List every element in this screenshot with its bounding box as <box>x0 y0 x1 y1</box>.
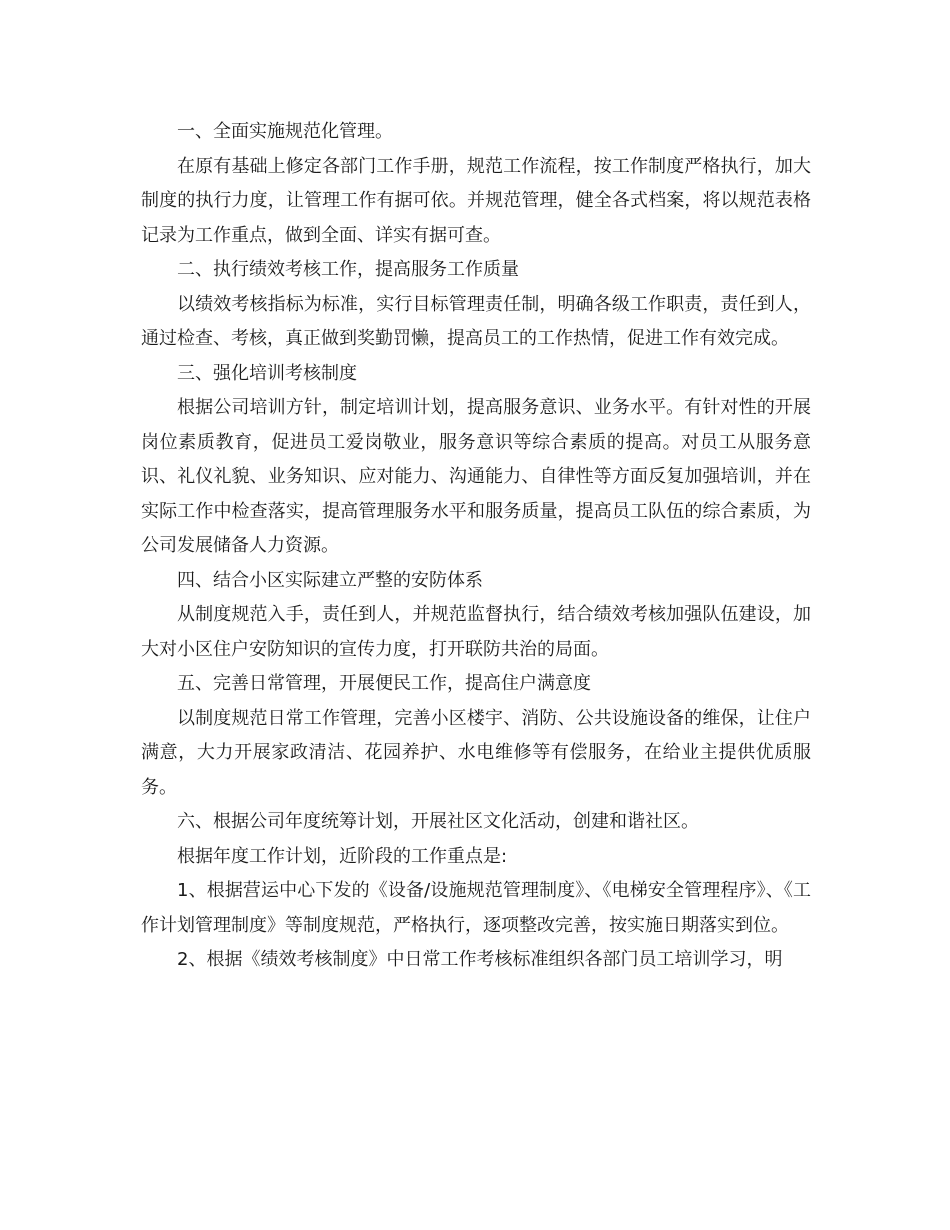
document-body <box>141 115 811 978</box>
section-heading-5: 五、完善日常管理，开展便民工作，提高住户满意度 <box>177 673 591 694</box>
section-heading-1: 一、全面实施规范化管理。 <box>177 121 393 142</box>
body-paragraph-5: 以制度规范日常工作管理，完善小区楼宇、消防、公共设施设备的维保，让住户满意，大力开展家政清洁、花园养护、水电维修等有偿服务，在给业主提供优质服务。 <box>141 707 811 798</box>
body-paragraph-1: 在原有基础上修定各部门工作手册，规范工作流程，按工作制度严格执行，加大制度的执行力度，让管理工作有据可依。并规范管理，健全各式档案，将以规范表格记录为工作重点，做到全面、详实有据可查。 <box>141 155 811 246</box>
section-heading-4: 四、结合小区实际建立严整的安防体系 <box>177 569 483 591</box>
body-paragraph-3: 根据公司培训方针，制定培训计划，提高服务意识、业务水平。有针对性的开展岗位素质教育，促进员工爱岗敬业，服务意识等综合素质的提高。对员工从服务意识、礼仪礼貌、业务知识、应对能力、沟通能力、自律性等方面反复加强培训，并在实际工作中检查落实，提高管理服务水平和服务质量，提高员工队伍的综合素质，为公司发展储备人力资源。 <box>141 397 811 556</box>
section-heading-2: 二、执行绩效考核工作，提高服务工作质量 <box>177 259 519 280</box>
body-paragraph-2: 以绩效考核指标为标准，实行目标管理责任制，明确各级工作职责，责任到人，通过检查、考核，真正做到奖勤罚懒，提高员工的工作热情，促进工作有效完成。 <box>141 293 811 349</box>
work-focus-item-1: 1、根据营运中心下发的《设备/设施规范管理制度》、《电梯安全管理程序》、《工作计划管理制度》等制度规范，严格执行，逐项整改完善，按实施日期落实到位。 <box>141 880 811 936</box>
work-focus-intro: 根据年度工作计划，近阶段的工作重点是: <box>177 845 508 867</box>
work-focus-item-2: 2、根据《绩效考核制度》中日常工作考核标准组织各部门员工培训学习，明 <box>177 949 783 970</box>
body-paragraph-4: 从制度规范入手，责任到人，并规范监督执行，结合绩效考核加强队伍建设，加大对小区住户安防知识的宣传力度，打开联防共治的局面。 <box>141 604 811 660</box>
section-heading-6: 六、根据公司年度统筹计划，开展社区文化活动，创建和谐社区。 <box>177 811 699 832</box>
section-heading-3: 三、强化培训考核制度 <box>177 362 357 384</box>
